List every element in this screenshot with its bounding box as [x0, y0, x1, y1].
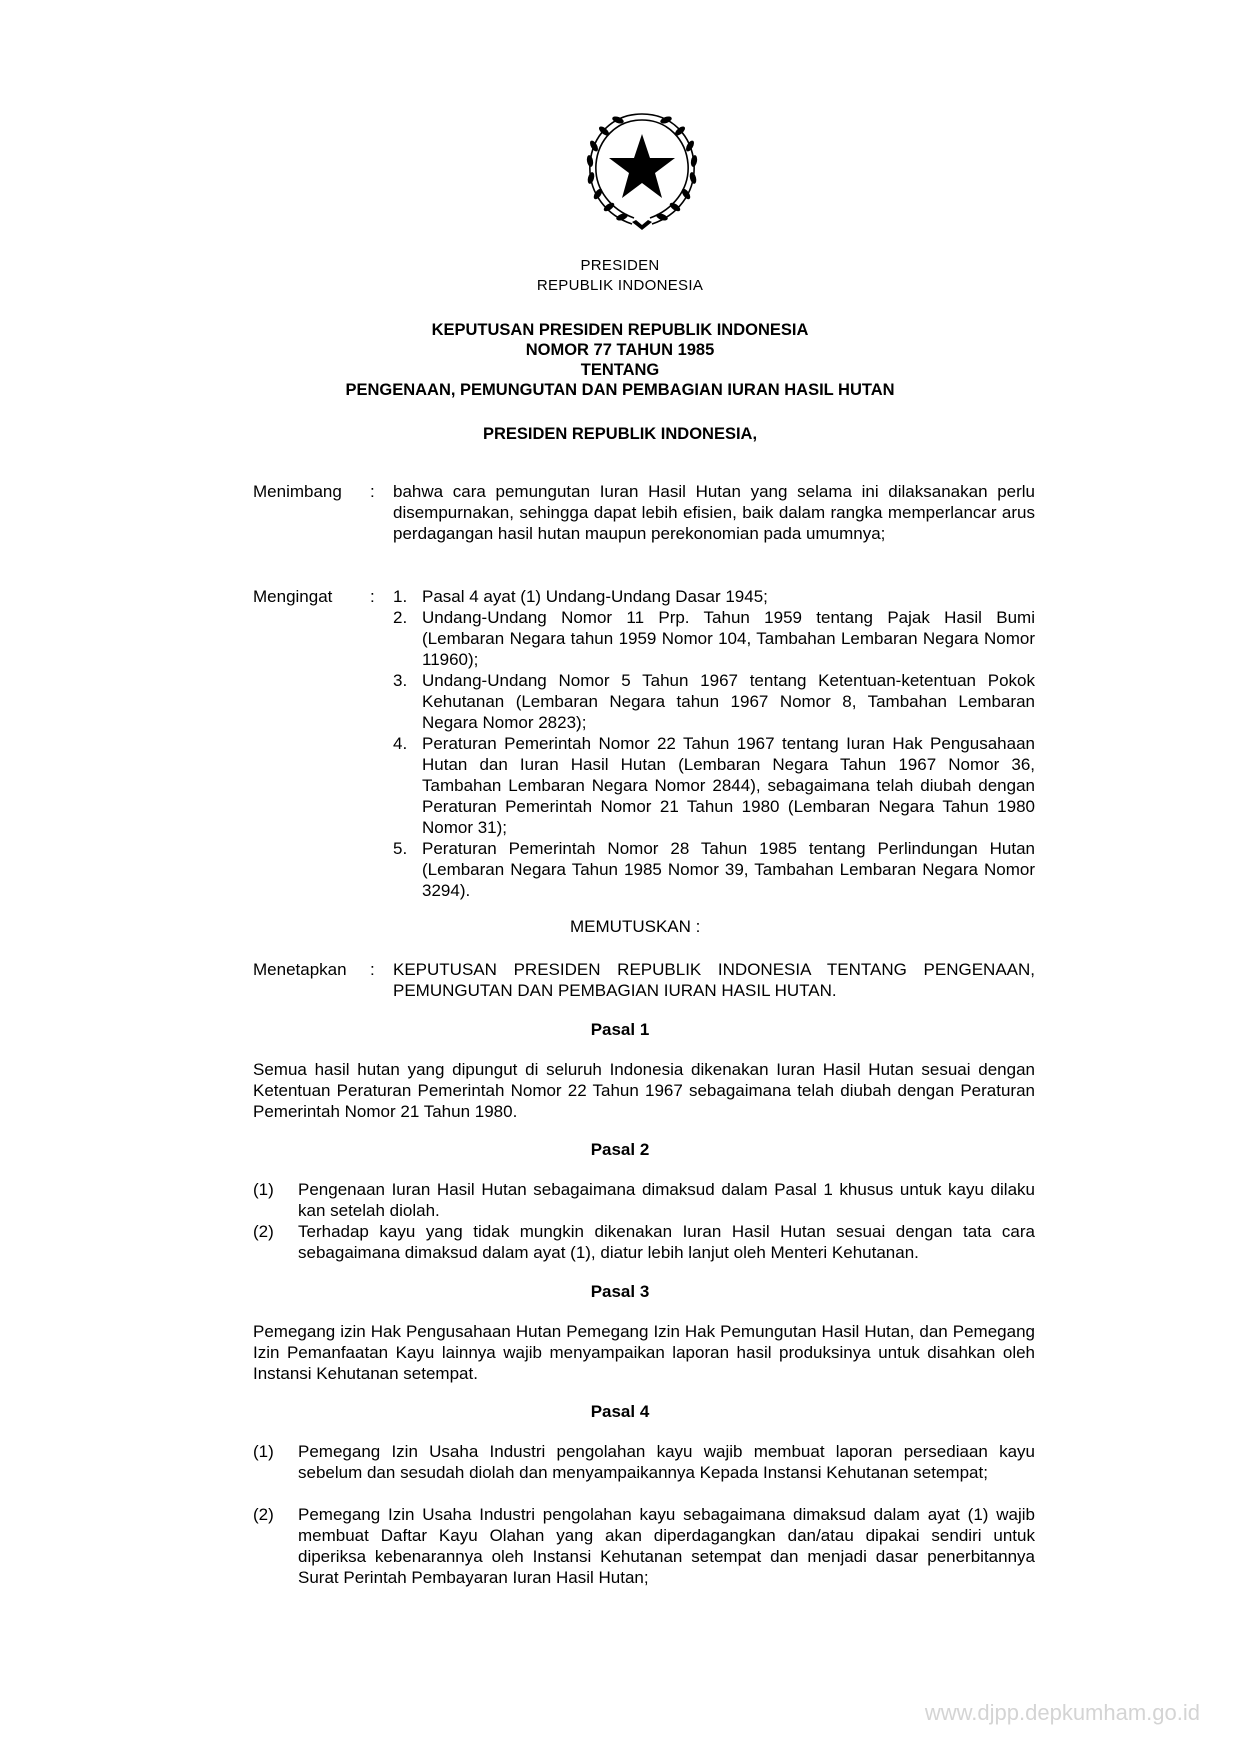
pasal-1-heading: Pasal 1 [590, 1020, 650, 1039]
watermark-url: www.djpp.depkumham.go.id [924, 1700, 1200, 1725]
title-line-4: PENGENAAN, PEMUNGUTAN DAN PEMBAGIAN IURAN HASIL HUTAN [345, 381, 895, 399]
mengingat-item-text: Undang-Undang Nomor 11 Prp. Tahun 1959 tentang Pajak Hasil Bumi (Lembaran Negara tahun 1959 Nomor 104, Tambahan Lembaran Negara Nomor 11960); [422, 608, 1035, 669]
title-line-3: TENTANG [580, 361, 660, 379]
pasal-3-text: Pemegang izin Hak Pengusahaan Hutan Pemegang Izin Hak Pemungutan Hasil Hutan, dan Pemegang Izin Pemanfaatan Kayu lainnya wajib menyampaikan laporan hasil produksinya untuk disahkan oleh Instansi Kehutanan setempat. [253, 1322, 1035, 1383]
pasal-2-heading: Pasal 2 [590, 1140, 650, 1159]
mengingat-item-text: Peraturan Pemerintah Nomor 22 Tahun 1967 tentang Iuran Hak Pengusahaan Hutan dan Iuran Hasil Hutan (Lembaran Negara Tahun 1967 Nomor 36, Tambahan Lembaran Negara Nomor 2844), sebagaimana telah diubah dengan Peraturan Pemerintah Nomor 21 Tahun 1980 (Lembaran Negara Tahun 1980 Nomor 31); [422, 734, 1035, 837]
mengingat-item-number: 2. [393, 608, 408, 627]
mengingat-item-number: 5. [393, 839, 408, 858]
mengingat-colon: : [370, 587, 375, 606]
pasal-4-item-text: Pemegang Izin Usaha Industri pengolahan kayu wajib membuat laporan persediaan kayu sebelum dan sesudah diolah dan menyampaikannya Kepada Instansi Kehutanan setempat; [298, 1442, 1035, 1482]
title-line-1: KEPUTUSAN PRESIDEN REPUBLIK INDONESIA [431, 321, 809, 339]
mengingat-item-number: 3. [393, 671, 408, 690]
garuda-star-emblem-icon [572, 106, 712, 236]
pasal-3-heading: Pasal 3 [590, 1282, 650, 1301]
header-line-republik: REPUBLIK INDONESIA [536, 277, 704, 294]
header-line-presiden: PRESIDEN [580, 257, 660, 274]
mengingat-item-number: 1. [393, 587, 408, 606]
menimbang-text: bahwa cara pemungutan Iuran Hasil Hutan yang selama ini dilaksanakan perlu disempurnakan, sehingga dapat lebih efisien, baik dalam rangka memperlancar arus perdagangan hasil hutan maupun perekonomian pada umumnya; [393, 482, 1035, 543]
menetapkan-text: KEPUTUSAN PRESIDEN REPUBLIK INDONESIA TENTANG PENGENAAN, PEMUNGUTAN DAN PEMBAGIAN IURAN HASIL HUTAN. [393, 960, 1035, 1000]
mengingat-label: Mengingat [253, 587, 333, 606]
menetapkan-label: Menetapkan [253, 960, 347, 979]
mengingat-item-number: 4. [393, 734, 408, 753]
pasal-2-item-number: (1) [253, 1180, 274, 1199]
pasal-2-item-text: Pengenaan Iuran Hasil Hutan sebagaimana dimaksud dalam Pasal 1 khusus untuk kayu dilaku kan setelah diolah. [298, 1180, 1035, 1220]
menetapkan-colon: : [370, 960, 375, 979]
pasal-1-text: Semua hasil hutan yang dipungut di seluruh Indonesia dikenakan Iuran Hasil Hutan sesuai dengan Ketentuan Peraturan Pemerintah Nomor 22 Tahun 1967 sebagaimana telah diubah dengan Peraturan Pemerintah Nomor 21 Tahun 1980. [253, 1060, 1035, 1121]
pasal-4-item-text: Pemegang Izin Usaha Industri pengolahan kayu sebagaimana dimaksud dalam ayat (1) wajib membuat Daftar Kayu Olahan yang akan diperdagangkan dan/atau dipakai sendiri untuk diperiksa kebenarannya oleh Instansi Kehutanan setempat dan menjadi dasar penerbitannya Surat Perintah Pembayaran Iuran Hasil Hutan; [298, 1505, 1035, 1587]
mengingat-item-text: Peraturan Pemerintah Nomor 28 Tahun 1985 tentang Perlindungan Hutan (Lembaran Negara Tahun 1985 Nomor 39, Tambahan Lembaran Negara Nomor 3294). [422, 839, 1035, 900]
title-line-2: NOMOR 77 TAHUN 1985 [525, 341, 715, 359]
title-president: PRESIDEN REPUBLIK INDONESIA, [482, 425, 758, 443]
menimbang-colon: : [370, 482, 375, 501]
memutuskan-heading: MEMUTUSKAN : [570, 917, 701, 936]
pasal-4-item-number: (2) [253, 1505, 274, 1524]
pasal-2-item-text: Terhadap kayu yang tidak mungkin dikenakan Iuran Hasil Hutan sesuai dengan tata cara sebagaimana dimaksud dalam ayat (1), diatur lebih lanjut oleh Menteri Kehutanan. [298, 1222, 1035, 1262]
menimbang-label: Menimbang [253, 482, 342, 501]
pasal-2-item-number: (2) [253, 1222, 274, 1241]
pasal-4-heading: Pasal 4 [590, 1402, 650, 1421]
mengingat-item-text: Undang-Undang Nomor 5 Tahun 1967 tentang Ketentuan-ketentuan Pokok Kehutanan (Lembaran Negara tahun 1967 Nomor 8, Tambahan Lembaran Negara Nomor 2823); [422, 671, 1035, 732]
mengingat-item-text: Pasal 4 ayat (1) Undang-Undang Dasar 1945; [422, 587, 768, 606]
pasal-4-item-number: (1) [253, 1442, 274, 1461]
